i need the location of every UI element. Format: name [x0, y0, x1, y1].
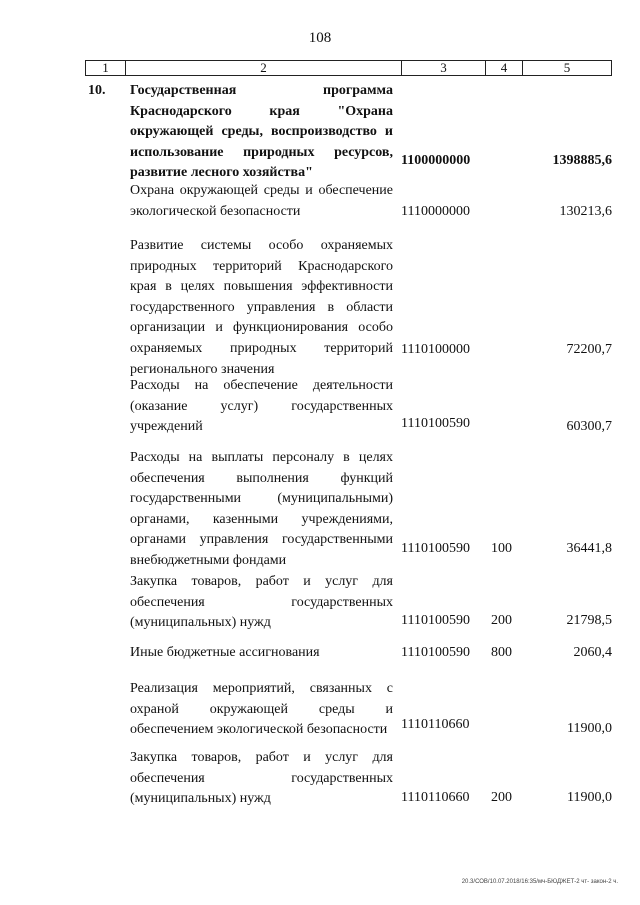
row-text: Реализация мероприятий, связанных с охраной окружающей среды и обеспечением экологической безопасности: [130, 681, 393, 738]
table-row: [88, 643, 612, 664]
row-type: 800: [491, 645, 512, 660]
row-text: Охрана окружающей среды и обеспечение экологической безопасности: [130, 183, 393, 219]
row-code: 1110100000: [401, 342, 470, 357]
row-text: Закупка товаров, работ и услуг для обеспечения государственных (муниципальных) нужд: [130, 750, 393, 807]
table-row: [88, 181, 612, 223]
header-col-4: 4: [486, 61, 523, 75]
row-sum: 11900,0: [567, 790, 612, 805]
table-row: [88, 448, 612, 568]
row-text: Развитие системы особо охраняемых природных территорий Краснодарского края в целях повышения эффективности государственного управления в области организации и функционирования особо охраняемых природных территорий регионального значения: [130, 238, 393, 377]
page-number: 108: [308, 30, 332, 46]
row-sum: 72200,7: [566, 342, 612, 357]
row-code: 1110100590: [401, 645, 470, 660]
row-type: 100: [491, 541, 512, 556]
row-text: Расходы на выплаты персоналу в целях обеспечения выполнения функций государственными (муниципальными) органами, казенными учреждениями, органами управления государственными внебюджетными фондами: [130, 450, 393, 568]
row-sum: 1398885,6: [552, 153, 612, 168]
row-text: Государственная программа Краснодарского края "Охрана окружающей среды, воспроизводство и использование природных ресурсов, развитие лесного хозяйства": [130, 83, 393, 181]
table-row: [88, 572, 612, 635]
row-text: Иные бюджетные ассигнования: [130, 645, 320, 660]
row-number: 10.: [88, 83, 106, 98]
row-code: 1110100590: [401, 416, 470, 431]
row-text: Закупка товаров, работ и услуг для обеспечения государственных (муниципальных) нужд: [130, 574, 393, 631]
row-code: 1110100590: [401, 613, 470, 628]
row-sum: 11900,0: [567, 721, 612, 736]
table-row: [88, 748, 612, 811]
table-row: [88, 376, 612, 439]
row-sum: 2060,4: [573, 645, 612, 660]
header-col-2: 2: [126, 61, 402, 75]
table-row: [88, 679, 612, 742]
table-row: [88, 236, 612, 377]
row-type: 200: [491, 790, 512, 805]
row-code: 1100000000: [401, 153, 471, 168]
row-code: 1110110660: [401, 790, 470, 805]
row-code: 1110100590: [401, 541, 470, 556]
row-code: 1110000000: [401, 204, 470, 219]
row-sum: 60300,7: [566, 419, 612, 434]
row-sum: 36441,8: [566, 541, 612, 556]
header-col-3: 3: [402, 61, 486, 75]
footer-stamp: 20.3/СОВ/10.07.2018/16:35/мч-БЮДЖЕТ-2 чт- закон-2 ч.: [461, 879, 618, 885]
table-header: [85, 60, 612, 76]
row-sum: 21798,5: [566, 613, 612, 628]
table-row: [88, 81, 612, 181]
header-col-5: 5: [563, 60, 571, 75]
row-sum: 130213,6: [559, 204, 612, 219]
row-type: 200: [491, 613, 512, 628]
header-col-1: 1: [86, 61, 126, 75]
row-code: 1110110660: [401, 717, 470, 732]
row-text: Расходы на обеспечение деятельности (оказание услуг) государственных учреждений: [130, 378, 393, 435]
